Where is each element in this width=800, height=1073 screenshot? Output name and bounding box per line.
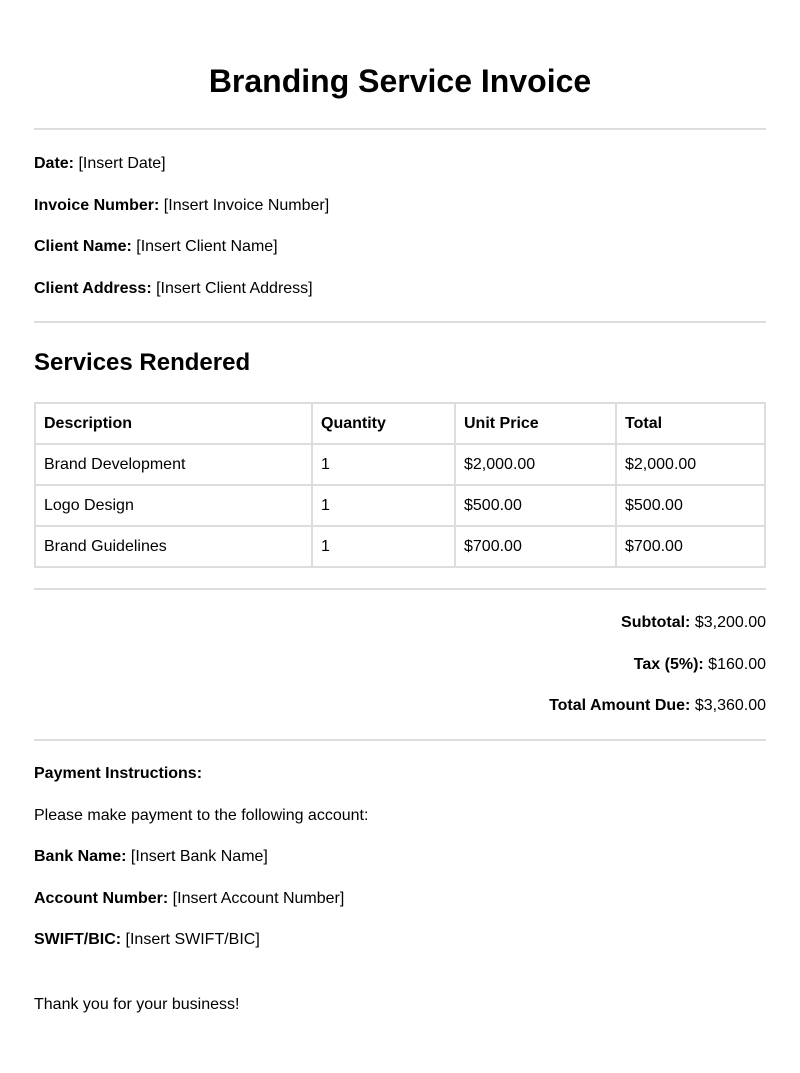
services-table (34, 402, 766, 568)
table-row (35, 444, 765, 485)
invoice-number-line (34, 196, 766, 216)
swift-line (34, 930, 766, 950)
invoice-meta (34, 130, 766, 299)
row-total: $2,000.00 (616, 444, 765, 485)
row-unit-price: $500.00 (455, 485, 616, 526)
client-address-label: Client Address: (34, 280, 152, 297)
account-number-value: [Insert Account Number] (168, 890, 345, 907)
column-header-total: Total (616, 403, 765, 444)
tax-line (34, 655, 766, 675)
thank-you-note: Thank you for your business! (34, 996, 240, 1013)
column-header-unit-price: Unit Price (455, 403, 616, 444)
row-unit-price: $700.00 (455, 526, 616, 567)
account-number-line (34, 889, 766, 909)
row-quantity: 1 (312, 485, 455, 526)
tax-value: $160.00 (703, 656, 766, 673)
table-header-row (35, 403, 765, 444)
swift-label: SWIFT/BIC: (34, 931, 122, 948)
client-name-value: [Insert Client Name] (131, 238, 278, 255)
tax-label: Tax (5%): (633, 656, 704, 673)
client-address-value: [Insert Client Address] (151, 280, 313, 297)
invoice-page (34, 0, 766, 1015)
payment-heading (34, 764, 766, 784)
row-description: Brand Development (35, 444, 312, 485)
invoice-number-label: Invoice Number: (34, 197, 160, 214)
row-quantity: 1 (312, 526, 455, 567)
date-value: [Insert Date] (74, 155, 166, 172)
date-label: Date: (34, 155, 75, 172)
client-address-line (34, 279, 766, 299)
bank-name-value: [Insert Bank Name] (126, 848, 268, 865)
client-name-label: Client Name: (34, 238, 132, 255)
invoice-title: Branding Service Invoice (208, 63, 592, 99)
total-due-line (34, 696, 766, 716)
divider-meta (34, 321, 766, 323)
account-number-label: Account Number: (34, 890, 169, 907)
subtotal-value: $3,200.00 (690, 614, 766, 631)
column-header-quantity: Quantity (312, 403, 455, 444)
column-header-description: Description (35, 403, 312, 444)
table-row (35, 485, 765, 526)
subtotal-label: Subtotal: (621, 614, 691, 631)
payment-section (34, 741, 766, 1015)
client-name-line (34, 237, 766, 257)
swift-value: [Insert SWIFT/BIC] (121, 931, 260, 948)
row-unit-price: $2,000.00 (455, 444, 616, 485)
total-due-value: $3,360.00 (690, 697, 766, 714)
table-row (35, 526, 765, 567)
payment-heading-text: Payment Instructions: (34, 765, 203, 782)
services-heading: Services Rendered (34, 349, 251, 376)
total-due-label: Total Amount Due: (549, 697, 691, 714)
invoice-number-value: [Insert Invoice Number] (159, 197, 330, 214)
row-description: Brand Guidelines (35, 526, 312, 567)
date-line (34, 154, 766, 174)
subtotal-line (34, 613, 766, 633)
totals-section (34, 590, 766, 716)
payment-intro: Please make payment to the following account: (34, 807, 369, 824)
row-description: Logo Design (35, 485, 312, 526)
bank-name-label: Bank Name: (34, 848, 127, 865)
row-total: $700.00 (616, 526, 765, 567)
bank-name-line (34, 847, 766, 867)
row-total: $500.00 (616, 485, 765, 526)
row-quantity: 1 (312, 444, 455, 485)
